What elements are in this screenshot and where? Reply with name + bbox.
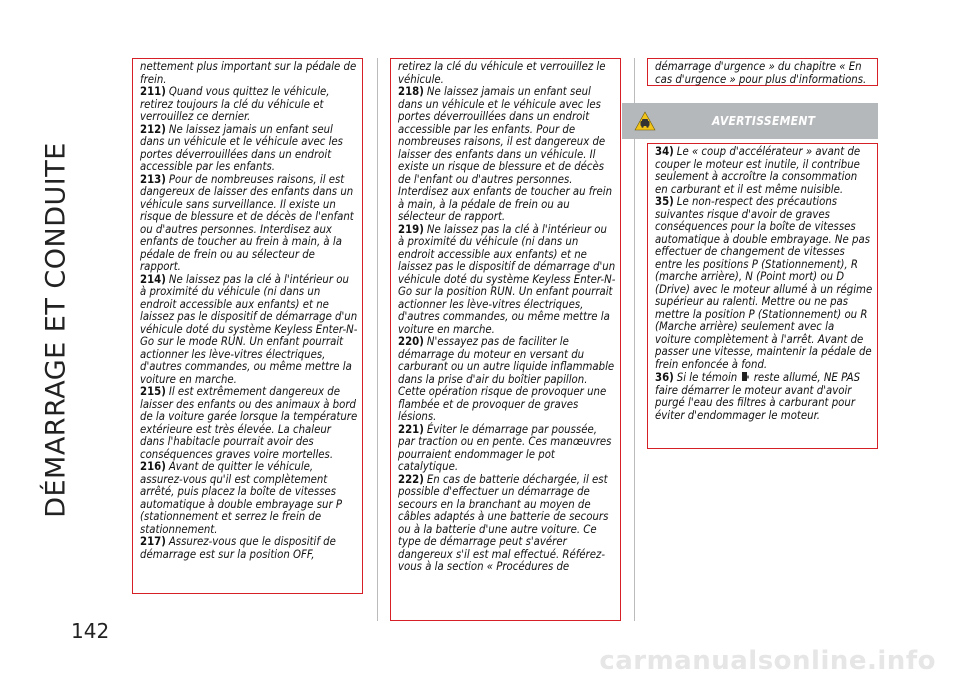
column-2-warnings-box bbox=[390, 58, 621, 621]
column-1-item-number: 217) bbox=[140, 535, 166, 548]
column-2-item bbox=[398, 336, 616, 424]
column-1-item-number: 216) bbox=[140, 460, 166, 473]
column-2-item-text: En cas de batterie déchargée, il est possible d'effectuer un démarrage de secours en la branchant au moyen de câbles adaptés à une batterie de secours ou à la batterie d'une autre voiture. Ce type de démarrage peut s'avérer dangereux s'il est mal effectué. Référez-vous à la section « Procédures de bbox=[398, 472, 609, 573]
column-1-warnings-box bbox=[132, 58, 363, 594]
section-title-text: DÉMARRAGE ET CONDUITE bbox=[40, 142, 72, 518]
column-2-item bbox=[398, 424, 616, 474]
column-1-item-number: 212) bbox=[140, 122, 166, 136]
column-divider bbox=[377, 58, 378, 621]
warning-item-text-before: Si le témoin bbox=[676, 371, 738, 384]
column-1-item bbox=[140, 461, 358, 536]
column-1-item bbox=[140, 174, 358, 274]
column-1-item-number: 213) bbox=[140, 172, 166, 186]
warning-item-text: Le « coup d'accélérateur » avant de couper le moteur est inutile, il contribue seulement à accroître la consommation en carburant et il est même nuisible. bbox=[655, 145, 861, 196]
column-2-item bbox=[398, 224, 616, 337]
warning-item-number: 35) bbox=[655, 195, 674, 208]
column-1-item-text: Avant de quitter le véhicule, assurez-vous qu'il est complètement arrêté, puis placez la boîte de vitesses automatique à double embrayage sur P (stationnement et serrez le frein de stationnement. bbox=[140, 460, 342, 536]
warning-item bbox=[655, 146, 873, 196]
watermark: carmanualsonline.info bbox=[599, 646, 936, 676]
column-1-item-number: 215) bbox=[140, 385, 166, 398]
column-1-item bbox=[140, 274, 358, 387]
column-1-item-text: Pour de nombreuses raisons, il est dangereux de laisser des enfants dans un véhicule sans surveillance. Il existe un risque de blessure et de décès de l'enfant ou d'autres personnes. Interdisez aux enfants de toucher au frein à main, à la pédale de frein ou au sélecteur de rapport. bbox=[140, 172, 354, 273]
warning-item bbox=[655, 371, 873, 422]
column-1-item-text: Ne laissez pas la clé à l'intérieur ou à proximité du véhicule (ni dans un endroit accessible aux enfants) et ne laissez pas le dispositif de démarrage d'un véhicule doté du système Keyless Enter-N-Go sur le mode RUN. Un enfant pourrait actionner les lève-vitres électriques, d'autres commandes, ou même mettre la voiture en marche. bbox=[140, 272, 358, 386]
warning-item-number: 34) bbox=[655, 145, 674, 158]
column-2-item-text: Ne laissez pas la clé à l'intérieur ou à proximité du véhicule (ni dans un endroit accessible aux enfants) et ne laissez pas le dispositif de démarrage d'un véhicule doté du système Keyless Enter-N-Go sur la position RUN. Un enfant pourrait actionner les lève-vitres électriques, d'autres commandes, ou même mettre la voiture en marche. bbox=[398, 222, 616, 336]
column-1-item bbox=[140, 124, 358, 174]
warning-header bbox=[622, 103, 878, 139]
warning-item-text-after: reste allumé, NE PAS faire démarrer le moteur avant d'avoir purgé l'eau des filtres à carburant pour éviter d'endommager le moteur. bbox=[655, 371, 861, 422]
column-1-item-text: Quand vous quittez le véhicule, retirez toujours la clé du véhicule et verrouillez ce dernier. bbox=[140, 85, 330, 123]
car-warning-icon bbox=[634, 111, 656, 131]
column-2-item-text: Éviter le démarrage par poussée, par traction ou en pente. Ces manœuvres pourraient endommager le pot catalytique. bbox=[398, 422, 612, 473]
water-in-fuel-icon bbox=[740, 371, 750, 382]
column-2-item-number: 222) bbox=[398, 472, 424, 486]
column-2-item-number: 220) bbox=[398, 335, 424, 348]
column-1-item-text: Assurez-vous que le dispositif de démarrage est sur la position OFF, bbox=[140, 535, 336, 561]
column-2-item bbox=[398, 86, 616, 224]
column-2-item-number: 218) bbox=[398, 85, 424, 98]
page-number: 142 bbox=[71, 619, 110, 643]
column-1-item bbox=[140, 86, 358, 124]
column-1-intro: nettement plus important sur la pédale de frein. bbox=[140, 60, 357, 86]
column-2-item-text: Ne laissez jamais un enfant seul dans un véhicule et le véhicule avec les portes déverrouillées dans un endroit accessible par les enfants. Pour de nombreuses raisons, il est dangereux de laisser des enfants dans un véhicule. Il existe un risque de blessure et de décès de l'enfant ou d'autres personnes. Interdisez aux enfants de toucher au frein à main, à la pédale de frein ou au sélecteur de rapport. bbox=[398, 85, 613, 223]
warning-box bbox=[647, 143, 878, 449]
column-2-item-number: 219) bbox=[398, 222, 424, 236]
column-2-item-text: N'essayez pas de faciliter le démarrage du moteur en versant du carburant ou un autre liquide inflammable dans la prise d'air du boîtier papillon. Cette opération risque de provoquer une flambée et de provoquer de graves lésions. bbox=[398, 335, 615, 423]
column-1-item-text: Ne laissez jamais un enfant seul dans un véhicule et le véhicule avec les portes déverrouillées dans un endroit accessible par les enfants. bbox=[140, 122, 343, 173]
warning-item-text: Le non-respect des précautions suivantes risque d'avoir de graves conséquences pour la boîte de vitesses automatique à double embrayage. Ne pas effectuer de changement de vitesses entre les positions P (Stationnement), R (marche arrière), N (Point mort) ou D (Drive) avec le moteur allumé à un régime supérieur au ralenti. Mettre ou ne pas mettre la position P (Stationnement) ou R (Marche arrière) seulement avec la voiture complètement à l'arrêt. Avant de passer une vitesse, maintenir la pédale de frein enfoncée à fond. bbox=[655, 195, 873, 371]
column-3-continuation-box bbox=[647, 58, 878, 86]
column-2-intro: retirez la clé du véhicule et verrouillez le véhicule. bbox=[398, 60, 606, 86]
column-2-item-number: 221) bbox=[398, 422, 424, 436]
warning-item bbox=[655, 196, 873, 371]
column-1-item bbox=[140, 386, 358, 461]
column-2-item bbox=[398, 474, 616, 574]
column-divider-2 bbox=[634, 58, 635, 621]
column-1-item bbox=[140, 536, 358, 561]
warning-title: AVERTISSEMENT bbox=[712, 114, 816, 128]
column-1-item-number: 214) bbox=[140, 272, 166, 286]
column-1-item-number: 211) bbox=[140, 85, 166, 98]
column-3-continuation-text: démarrage d'urgence » du chapitre « En cas d'urgence » pour plus d'informations. bbox=[655, 60, 867, 86]
column-1-item-text: Il est extrêmement dangereux de laisser des enfants ou des animaux à bord de la voiture garée lorsque la température extérieure est très élevée. La chaleur dans l'habitacle pourrait avoir des conséquences graves voire mortelles. bbox=[140, 385, 358, 461]
warning-item-number: 36) bbox=[655, 371, 674, 384]
